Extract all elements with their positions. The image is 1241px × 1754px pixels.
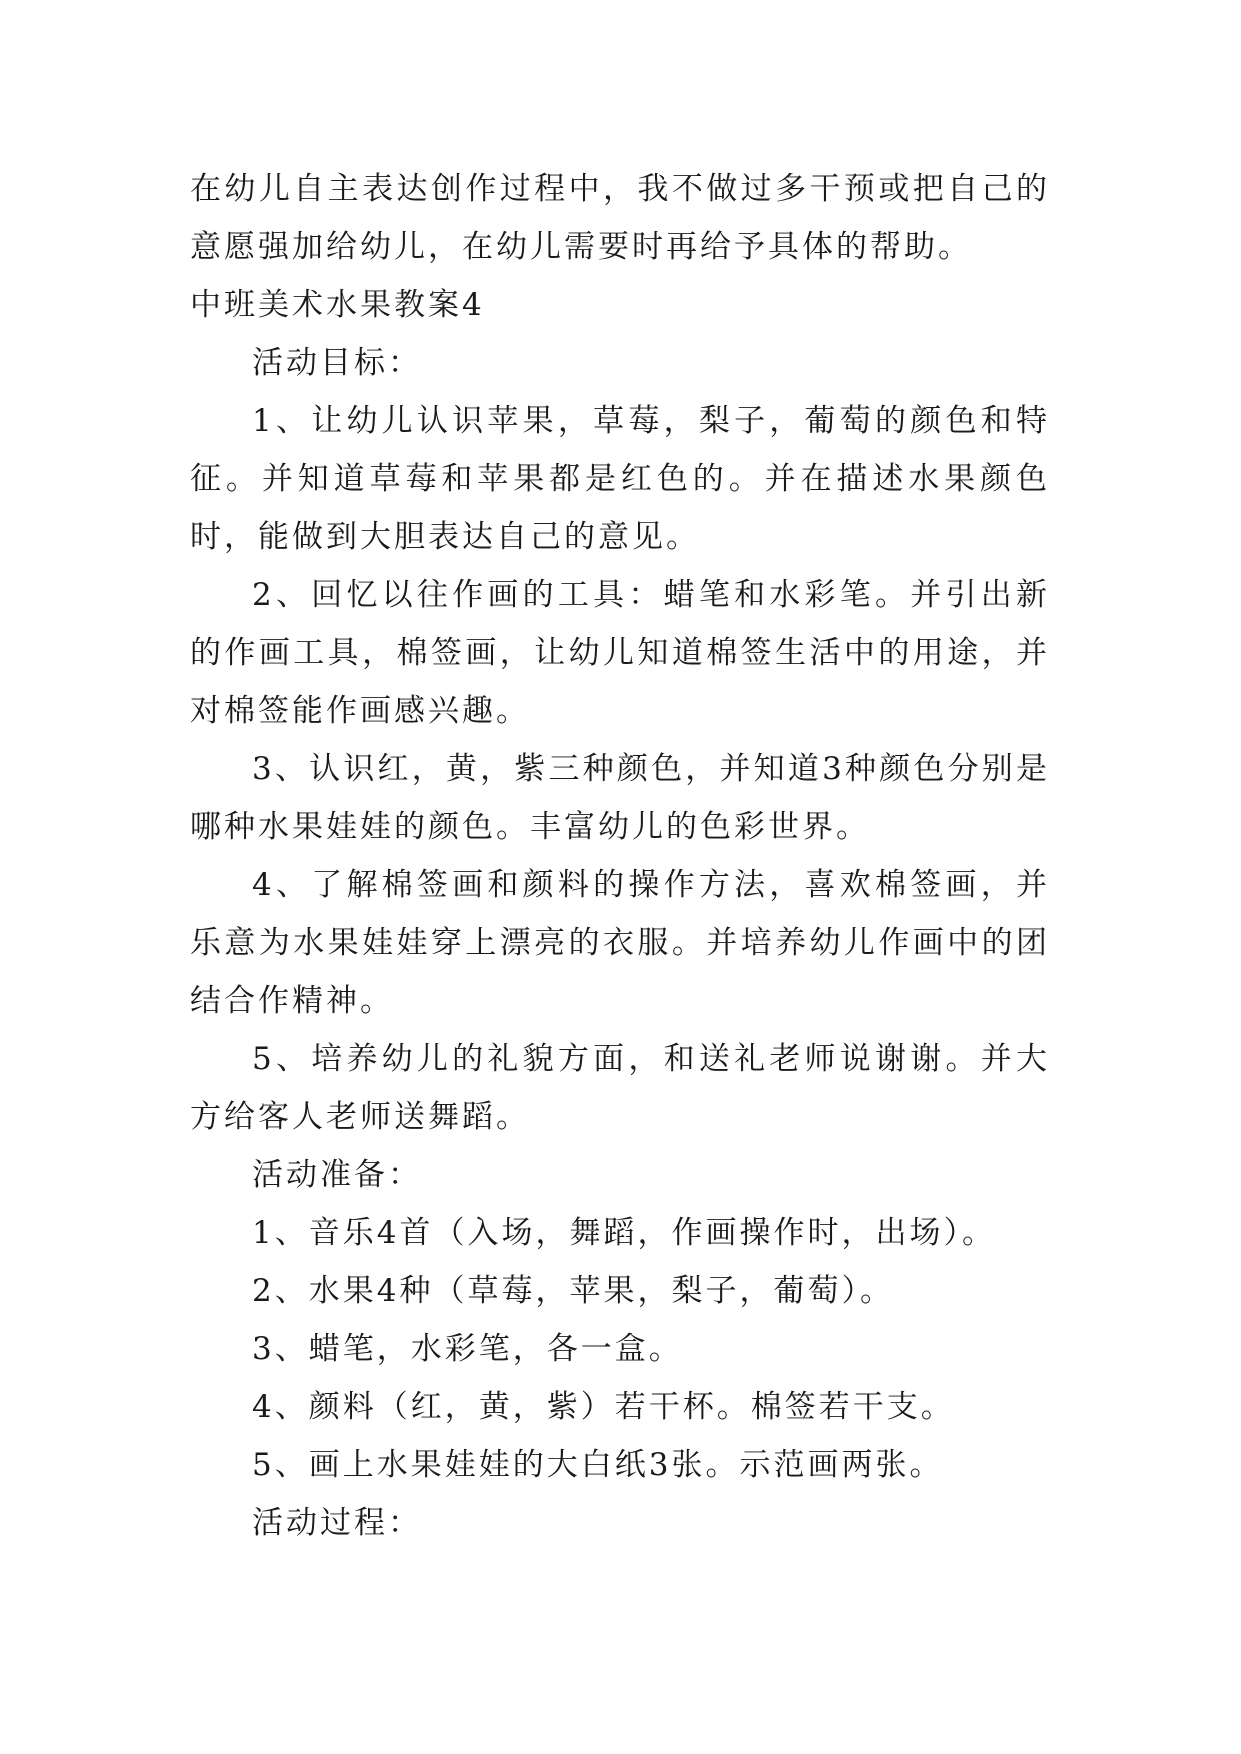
list-item: 2、水果4种（草莓，苹果，梨子，葡萄）。	[252, 1273, 894, 1309]
list-item: 3、蜡笔，水彩笔，各一盒。	[252, 1331, 683, 1367]
paragraph: 在幼儿自主表达创作过程中，我不做过多干预或把自己的意愿强加给幼儿，在幼儿需要时再给予具体的帮助。	[190, 171, 1050, 265]
list-item: 5、画上水果娃娃的大白纸3张。示范画两张。	[252, 1447, 944, 1483]
paragraph: 3、认识红，黄，紫三种颜色，并知道3种颜色分别是哪种水果娃娃的颜色。丰富幼儿的色彩世界。	[190, 751, 1050, 845]
section-heading: 中班美术水果教案4	[190, 287, 485, 323]
paragraph: 1、让幼儿认识苹果，草莓，梨子，葡萄的颜色和特征。并知道草莓和苹果都是红色的。并在描述水果颜色时，能做到大胆表达自己的意见。	[190, 403, 1050, 555]
document-body	[190, 160, 1050, 1552]
paragraph: 2、回忆以往作画的工具：蜡笔和水彩笔。并引出新的作画工具，棉签画，让幼儿知道棉签生活中的用途，并对棉签能作画感兴趣。	[190, 577, 1050, 729]
subheading-activity-goals: 活动目标：	[252, 345, 422, 381]
list-item: 1、音乐4首（入场，舞蹈，作画操作时，出场）。	[252, 1215, 996, 1251]
paragraph: 5、培养幼儿的礼貌方面，和送礼老师说谢谢。并大方给客人老师送舞蹈。	[190, 1041, 1050, 1135]
list-item: 4、颜料（红，黄，紫）若干杯。棉签若干支。	[252, 1389, 955, 1425]
paragraph: 4、了解棉签画和颜料的操作方法，喜欢棉签画，并乐意为水果娃娃穿上漂亮的衣服。并培养幼儿作画中的团结合作精神。	[190, 867, 1050, 1019]
subheading-activity-process: 活动过程：	[252, 1505, 422, 1541]
subheading-activity-preparation: 活动准备：	[252, 1157, 422, 1193]
